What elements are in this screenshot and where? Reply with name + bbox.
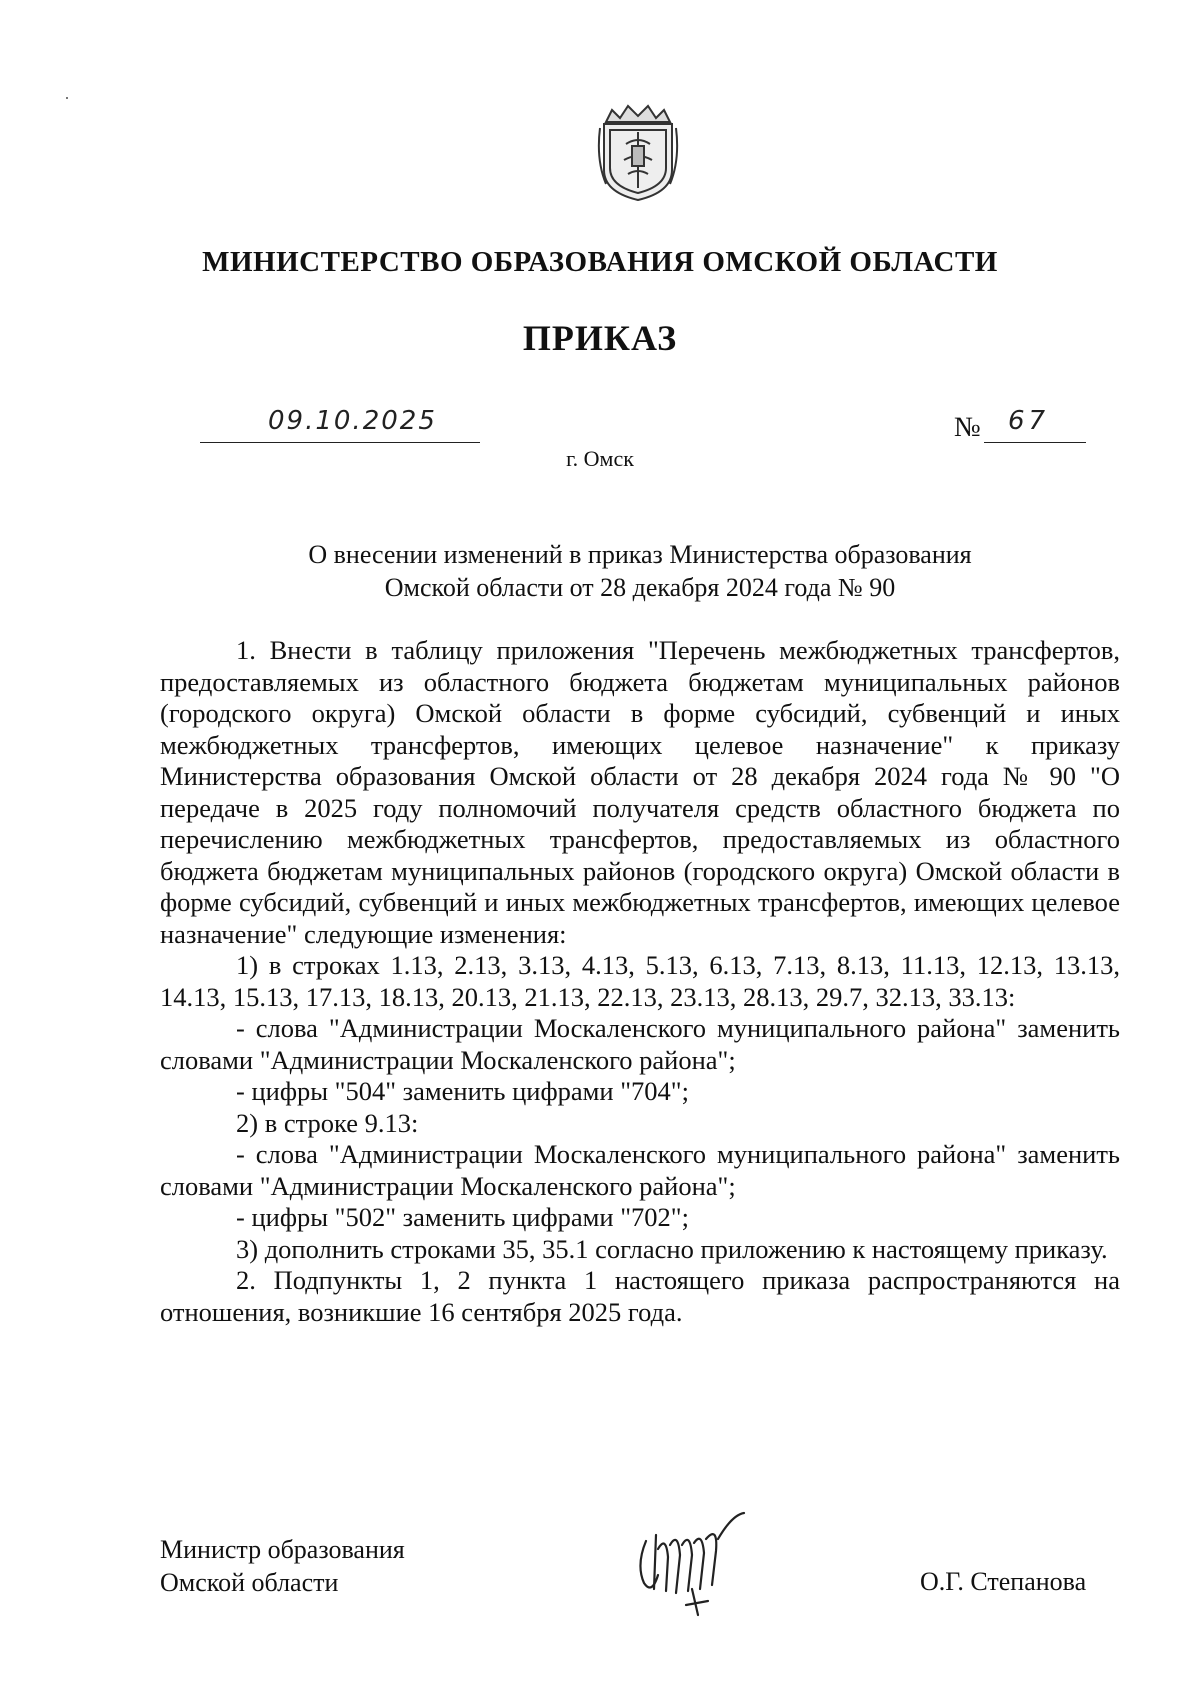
body-paragraph: 1. Внести в таблицу приложения "Перечень межбюджетных трансфертов, предоставляемых из областного бюджета бюджетам муниципальных районов (городского округа) Омской области в форме субсидий, субвенций и иных межбюджетных трансфертов, имеющих целевое назначение" к приказу Министерства образования Омской области от 28 декабря 2024 года № 90 "О передаче в 2025 году полномочий получателя средств областного бюджета по перечислению межбюджетных трансфертов, предоставляемых из областного бюджета бюджетам муниципальных районов (городского округа) Омской области в форме субсидий, субвенций и иных межбюджетных трансфертов, имеющих целевое назначение" следующие изменения: bbox=[160, 635, 1120, 949]
scan-speck bbox=[66, 97, 68, 99]
body-paragraph: 2. Подпункты 1, 2 пункта 1 настоящего приказа распространяются на отношения, возникшие 16 сентября 2025 года. bbox=[160, 1265, 1120, 1327]
city-label: г. Омск bbox=[566, 446, 634, 471]
ministry-name: МИНИСТЕРСТВО ОБРАЗОВАНИЯ ОМСКОЙ ОБЛАСТИ bbox=[202, 246, 998, 278]
handwritten-signature bbox=[632, 1505, 772, 1627]
position-line-2: Омской области bbox=[160, 1568, 339, 1597]
body-paragraph: - слова "Администрации Москаленского муниципального района" заменить словами "Администрации Москаленского района"; bbox=[160, 1013, 1120, 1075]
number-field bbox=[984, 408, 1086, 443]
document-type-title: ПРИКАЗ bbox=[522, 318, 678, 358]
body-paragraph: 1) в строках 1.13, 2.13, 3.13, 4.13, 5.13, 6.13, 7.13, 8.13, 11.13, 12.13, 13.13, 14.13, 15.13, 17.13, 18.13, 20.13, 21.13, 22.13, 23.13, 28.13, 29.7, 32.13, 33.13: bbox=[160, 950, 1120, 1012]
signatory-name: О.Г. Степанова bbox=[920, 1567, 1087, 1596]
subject-line-2: Омской области от 28 декабря 2024 года № 90 bbox=[384, 573, 896, 602]
handwritten-number: 67 bbox=[1008, 406, 1050, 436]
body-paragraph: - цифры "502" заменить цифрами "702"; bbox=[236, 1202, 689, 1232]
body-paragraph: - слова "Администрации Москаленского муниципального района" заменить словами "Администрации Москаленского района"; bbox=[160, 1139, 1120, 1201]
body-paragraph: - цифры "504" заменить цифрами "704"; bbox=[236, 1076, 689, 1106]
handwritten-date: 09.10.2025 bbox=[268, 406, 437, 436]
date-field bbox=[200, 408, 480, 443]
coat-of-arms-emblem bbox=[596, 100, 680, 204]
document-body bbox=[160, 635, 1120, 1328]
number-label: № bbox=[954, 412, 981, 443]
body-paragraph: 2) в строке 9.13: bbox=[236, 1107, 419, 1138]
position-line-1: Министр образования bbox=[160, 1535, 405, 1564]
subject-line-1: О внесении изменений в приказ Министерства образования bbox=[308, 540, 972, 569]
signatory-position bbox=[160, 1533, 405, 1599]
document-subject bbox=[160, 538, 1120, 604]
body-paragraph: 3) дополнить строками 35, 35.1 согласно приложению к настоящему приказу. bbox=[236, 1233, 1108, 1264]
